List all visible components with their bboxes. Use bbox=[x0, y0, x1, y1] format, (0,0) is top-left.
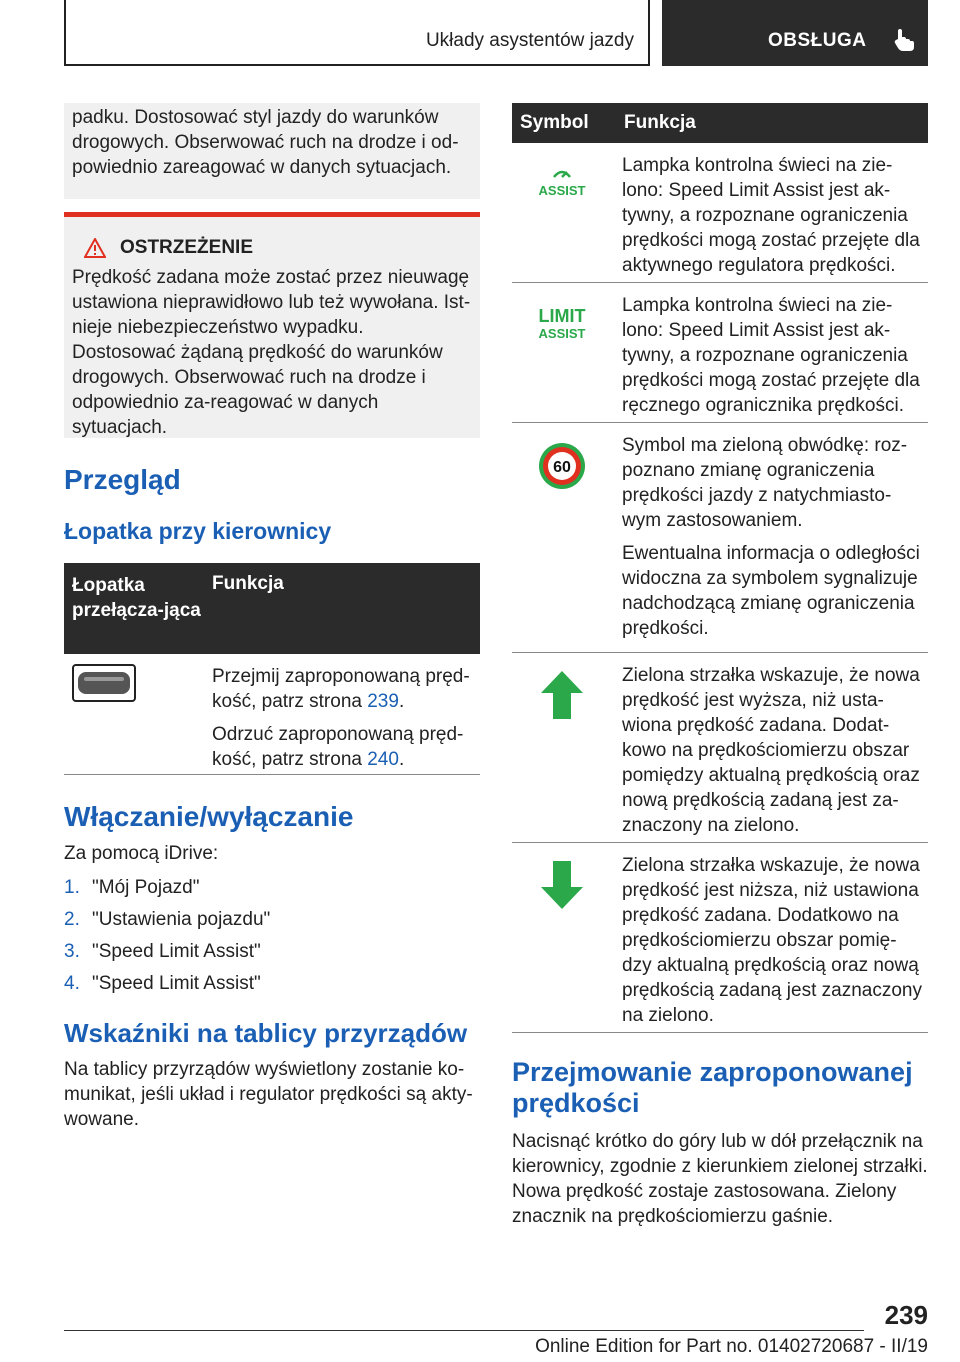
table-row bbox=[512, 653, 928, 843]
intro-text: padku. Dostosować styl jazdy do warunków drogowych. Obserwować ruch na drodze i od-powiednio zareagować w danych sytuacjach. bbox=[72, 107, 459, 178]
limit-lamp-text: Lampka kontrolna świeci na zie-lono: Speed Limit Assist jest ak-tywny, a rozpoznane ograniczenia prędkości mogą zostać przejęte dla ręcznego ogranicznika prędkości. bbox=[622, 295, 920, 416]
section-tab bbox=[64, 0, 650, 66]
warning-header bbox=[84, 237, 472, 259]
function-col-header: Funkcja bbox=[624, 112, 696, 133]
table-row bbox=[512, 423, 928, 653]
right-column bbox=[512, 103, 928, 1229]
left-column bbox=[64, 103, 480, 1132]
function-cell bbox=[204, 664, 480, 774]
arrow-up-text: Zielona strzałka wskazuje, że nowa prędkość jest wyższa, niż usta-wiona prędkość zadana. Dodat-kowo na prędkościomierzu obszar pomiędzy aktualną prędkością oraz nową prędkością zadaną jest za-znaczony na zielono. bbox=[622, 665, 920, 836]
page-header bbox=[64, 0, 928, 66]
edition-info: Online Edition for Part no. 01402720687 - II/19 bbox=[535, 1336, 928, 1357]
paddle-cell bbox=[64, 664, 204, 774]
sign-distance-text: Ewentualna informacja o odległości widoczna za symbolem sygnalizuje nadchodzącą zmianę ograniczenia prędkości. bbox=[622, 543, 920, 639]
footer-divider bbox=[64, 1330, 864, 1331]
page-link-240[interactable]: 240 bbox=[367, 749, 399, 770]
heading-overview: Przegląd bbox=[64, 464, 181, 495]
reject-speed-text: Odrzuć zaproponowaną pręd-kość, patrz strona 240. bbox=[212, 724, 464, 770]
function-cell bbox=[612, 293, 928, 422]
paddle-table bbox=[64, 563, 480, 775]
table-row bbox=[64, 654, 480, 775]
speed-limit-sign-icon bbox=[537, 441, 587, 491]
function-col-header: Funkcja bbox=[212, 573, 284, 594]
chapter-title: OBSŁUGA bbox=[768, 30, 867, 51]
heading-paddle: Łopatka przy kierownicy bbox=[64, 518, 332, 544]
symbol-cell bbox=[512, 153, 612, 282]
accept-speed-paragraph: Nacisnąć krótko do góry lub w dół przełącznik na kierownicy, zgodnie z kierunkiem zielonej strzałki. Nowa prędkość zostaje zastosowana. Zielony znacznik na prędkościomierzu gaśnie. bbox=[512, 1131, 928, 1227]
warning-box bbox=[64, 212, 480, 438]
hand-pointer-icon bbox=[894, 28, 916, 52]
symbol-cell bbox=[512, 293, 612, 422]
svg-text:60: 60 bbox=[553, 459, 571, 476]
accept-speed-text: Przejmij zaproponowaną pręd-kość, patrz strona 239. bbox=[212, 666, 470, 712]
chapter-tab bbox=[662, 0, 928, 66]
heading-on-off: Włączanie/wyłączanie bbox=[64, 801, 354, 832]
warning-triangle-icon bbox=[84, 238, 106, 258]
heading-indicators: Wskaźniki na tablicy przyrządów bbox=[64, 1018, 468, 1048]
function-cell bbox=[612, 663, 928, 842]
svg-text:LIMIT: LIMIT bbox=[538, 306, 586, 326]
warning-title: OSTRZEŻENIE bbox=[120, 237, 254, 258]
sign-text: Symbol ma zieloną obwódkę: roz-poznano zmianę ograniczenia prędkości jazdy z natychmiasto-wym zastosowaniem. bbox=[622, 435, 908, 531]
heading-accept-speed: Przejmowanie zaproponowanej prędkości bbox=[512, 1057, 913, 1118]
list-item: 2. "Ustawienia pojazdu" bbox=[64, 909, 271, 930]
list-item: 3. "Speed Limit Assist" bbox=[64, 941, 261, 962]
indicators-text: Na tablicy przyrządów wyświetlony zostanie ko-munikat, jeśli układ i regulator prędkości są akty-wowane. bbox=[64, 1059, 473, 1130]
assist-lamp-text: Lampka kontrolna świeci na zie-lono: Speed Limit Assist jest ak-tywny, a rozpoznane ograniczenia prędkości mogą zostać przejęte dla aktywnego regulatora prędkości. bbox=[622, 155, 920, 276]
speed-limit-assist-lamp-icon bbox=[532, 163, 592, 203]
limit-assist-lamp-icon bbox=[532, 303, 592, 343]
symbol-col-header: Symbol bbox=[520, 112, 589, 133]
paddle-col-header: Łopatka przełącza-jąca bbox=[72, 575, 201, 621]
function-cell bbox=[612, 853, 928, 1032]
paddle-table-header bbox=[64, 563, 480, 654]
intro-box bbox=[64, 103, 480, 199]
page-number: 239 bbox=[884, 1300, 928, 1330]
table-row bbox=[512, 843, 928, 1033]
list-item: 1. "Mój Pojazd" bbox=[64, 877, 200, 898]
section-title: Układy asystentów jazdy bbox=[425, 30, 634, 51]
green-arrow-up-icon bbox=[539, 669, 585, 721]
steering-paddle-icon bbox=[72, 664, 136, 702]
warning-text: Prędkość zadana może zostać przez nieuwagę ustawiona nieprawidłowo lub też wywołana. Ist-nieje niebezpieczeństwo wypadku. Dostosować żądaną prędkość do warunków drogowych. Obserwować ruch na drodze i odpowiednio za-reagować w danych sytuacjach. bbox=[72, 267, 471, 438]
page-link-239[interactable]: 239 bbox=[367, 691, 399, 712]
arrow-down-text: Zielona strzałka wskazuje, że nowa prędkość jest niższa, niż ustawiona prędkość zadana. Dodatkowo na prędkościomierzu obszar pomię-dzy aktualną prędkością oraz nową prędkością zadaną jest zaznaczony na zielono. bbox=[622, 855, 922, 1026]
idrive-intro: Za pomocą iDrive: bbox=[64, 843, 219, 864]
table-row bbox=[512, 283, 928, 423]
function-cell bbox=[612, 433, 928, 652]
symbol-table-header bbox=[512, 103, 928, 143]
symbol-cell bbox=[512, 663, 612, 842]
svg-text:ASSIST: ASSIST bbox=[538, 326, 586, 341]
function-cell bbox=[612, 153, 928, 282]
list-item: 4. "Speed Limit Assist" bbox=[64, 973, 261, 994]
green-arrow-down-icon bbox=[539, 859, 585, 911]
steps-list bbox=[64, 872, 480, 1000]
svg-text:ASSIST: ASSIST bbox=[538, 183, 586, 198]
table-row bbox=[512, 143, 928, 283]
symbol-cell bbox=[512, 433, 612, 652]
symbol-cell bbox=[512, 853, 612, 1032]
